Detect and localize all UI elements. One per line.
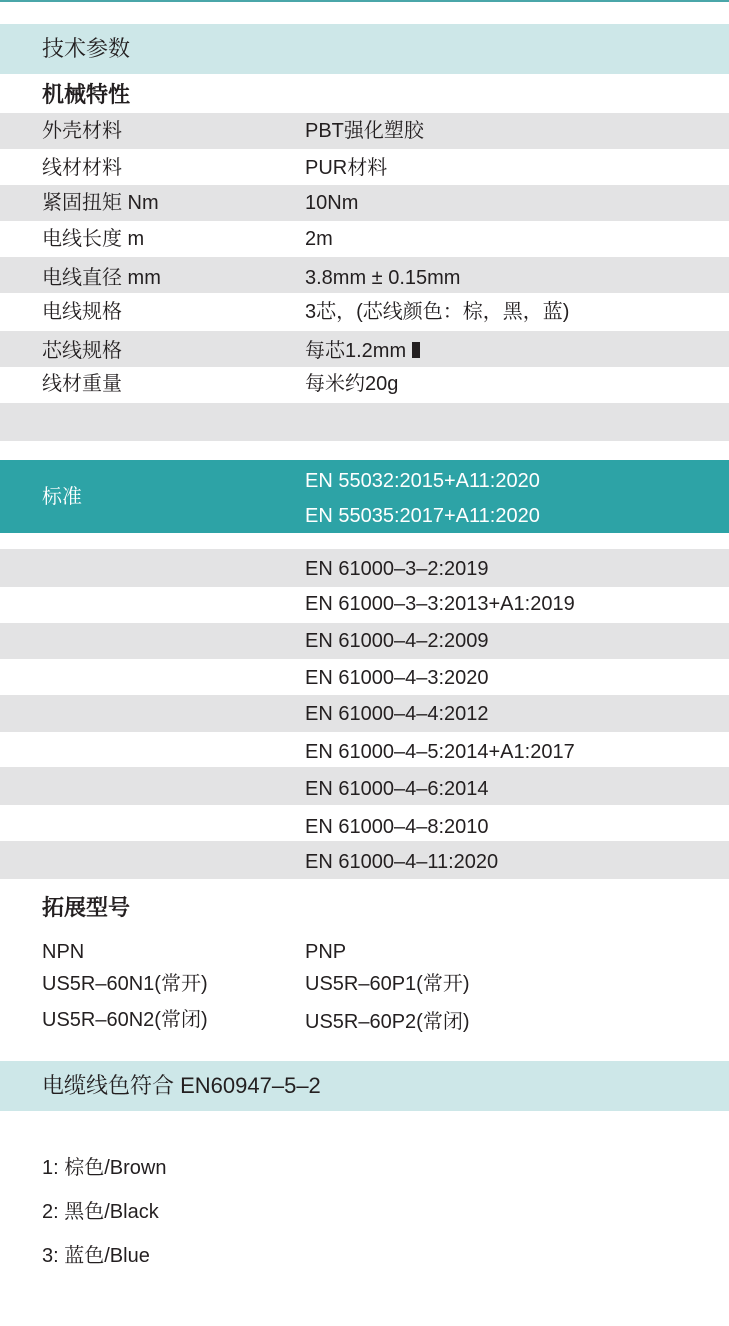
spec-value: 3芯，(芯线颜色：棕，黑，蓝) [305,301,570,323]
spec-label: 电线直径 mm [42,267,161,289]
standard-item: EN 61000–3–2:2019 [305,558,489,580]
pnp-title: PNP [305,941,347,963]
spec-value: PUR材料 [305,157,388,179]
standard-item: EN 61000–4–3:2020 [305,667,489,689]
pnp-model: US5R–60P2(常闭) [305,1011,470,1033]
standard-item: EN 55035:2017+A11:2020 [305,505,540,527]
spec-row-bg [0,403,729,441]
spec-value: 3.8mm ± 0.15mm [305,267,461,289]
spec-value: 每芯1.2mm [305,340,407,362]
spec-label: 芯线规格 [42,340,122,362]
npn-model: US5R–60N1(常开) [42,973,208,995]
cable-color-item: 1: 棕色/Brown [42,1157,167,1179]
cable-color-item: 2: 黑色/Black [42,1201,159,1223]
pnp-model: US5R–60P1(常开) [305,973,470,995]
mechanical-heading: 机械特性 [42,82,131,107]
top-accent-line [0,0,729,2]
spec-value-wrap [305,339,420,363]
standard-item: EN 61000–4–8:2010 [305,816,489,838]
cursor-block [412,342,420,358]
standards-label: 标准 [42,486,82,508]
standard-item: EN 61000–4–6:2014 [305,778,489,800]
models-heading: 拓展型号 [42,895,131,920]
standard-item: EN 61000–4–2:2009 [305,630,489,652]
spec-value: 每米约20g [305,373,399,395]
spec-label: 电线长度 m [42,228,145,250]
spec-label: 电线规格 [42,301,122,323]
standard-item: EN 61000–4–5:2014+A1:2017 [305,741,575,763]
spec-label: 线材重量 [42,373,122,395]
standard-item: EN 61000–3–3:2013+A1:2019 [305,593,575,615]
npn-title: NPN [42,941,85,963]
tech-params-title: 技术参数 [42,36,131,61]
cable-color-item: 3: 蓝色/Blue [42,1245,150,1267]
spec-value: 2m [305,228,333,250]
spec-label: 线材材料 [42,157,122,179]
standard-item: EN 55032:2015+A11:2020 [305,470,540,492]
spec-label: 紧固扭矩 Nm [42,192,159,214]
spec-label: 外壳材料 [42,120,122,142]
standard-item: EN 61000–4–4:2012 [305,703,489,725]
spec-value: PBT强化塑胶 [305,120,424,142]
standard-item: EN 61000–4–11:2020 [305,851,499,873]
npn-model: US5R–60N2(常闭) [42,1009,208,1031]
cable-color-title: 电缆线色符合 EN60947–5–2 [42,1073,321,1098]
spec-value: 10Nm [305,192,359,214]
